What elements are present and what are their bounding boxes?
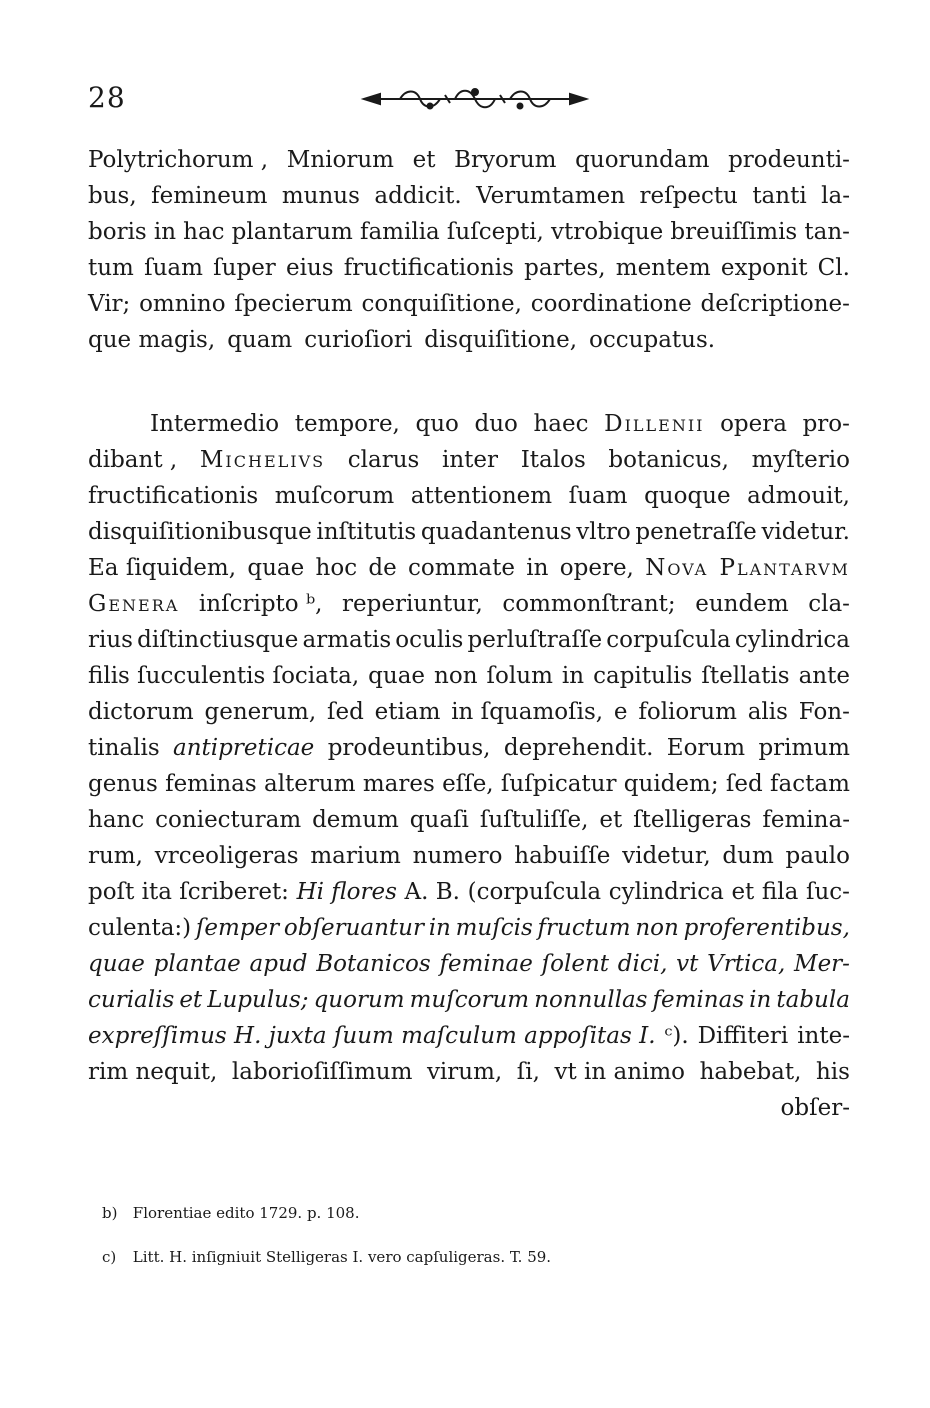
word: in	[428, 915, 451, 941]
word: nonnullas	[534, 987, 648, 1013]
text-line	[88, 802, 850, 838]
word: quae	[247, 555, 305, 581]
word: disquiſitione,	[424, 327, 578, 353]
word: hoc	[315, 555, 358, 581]
word: omnino	[139, 291, 226, 317]
word: genus	[88, 771, 158, 797]
word: (corpuſcula	[467, 879, 602, 905]
text-line	[88, 142, 850, 178]
word: Bryorum	[454, 147, 557, 173]
word: Plantarvm	[719, 555, 850, 581]
word: Dillenii	[604, 411, 705, 437]
word: vrceoligeras	[154, 843, 299, 869]
word: disquiſitionibusque	[88, 519, 312, 545]
word: quidem;	[623, 771, 719, 797]
word: Diffiteri	[697, 1023, 789, 1049]
word: tum	[88, 255, 134, 281]
word: botanicus,	[608, 447, 729, 473]
word: e	[613, 699, 628, 725]
word: Cl.	[817, 255, 850, 281]
word: eſſe,	[442, 771, 494, 797]
text-line	[88, 286, 850, 322]
word: vt in animo	[554, 1059, 686, 1085]
word: tanti	[752, 183, 807, 209]
word: Intermedio	[150, 411, 280, 437]
word: etiam	[374, 699, 441, 725]
word: ᶜ).	[664, 1023, 689, 1049]
word: familia	[359, 219, 440, 245]
word: armatis	[302, 627, 392, 653]
catchword-line	[88, 1090, 850, 1126]
text-line	[88, 514, 850, 550]
word: breuiſſimis	[670, 219, 798, 245]
word: quam	[227, 327, 293, 353]
word: vltro	[576, 519, 631, 545]
word: ſuſcepti,	[446, 219, 544, 245]
word: curioſiori	[304, 327, 413, 353]
text-line	[88, 694, 850, 730]
word: munus	[281, 183, 360, 209]
word: curialis	[88, 987, 175, 1013]
word: pro-	[802, 411, 850, 437]
word: ante	[798, 663, 850, 689]
footnote-mark: b)	[102, 1204, 118, 1222]
word: prodeuntibus,	[327, 735, 491, 761]
text-line	[88, 1018, 850, 1054]
word: ſpecierum	[234, 291, 353, 317]
word: Mniorum	[286, 147, 394, 173]
word: expreſſimus H. juxta ſuum maſculum appoſitas I.	[88, 1023, 656, 1049]
word: ſuc-	[805, 879, 850, 905]
word: duo	[474, 411, 518, 437]
word: tabula	[776, 987, 850, 1013]
word: habebat,	[699, 1059, 802, 1085]
footnote-c	[102, 1246, 822, 1268]
word: Lupulus;	[207, 987, 309, 1013]
word: femineum	[151, 183, 268, 209]
word: proferentibus,	[683, 915, 850, 941]
word: in ſquamoſis,	[451, 699, 604, 725]
word: inſtitutis	[316, 519, 417, 545]
word: tinalis	[88, 735, 160, 761]
word: Vrtica,	[707, 951, 786, 977]
word: rius	[88, 627, 133, 653]
word: deſcriptione-	[700, 291, 850, 317]
text-line	[88, 178, 850, 214]
word: Ea ſiquidem,	[88, 555, 237, 581]
word: apud	[249, 951, 308, 977]
word: commonſtrant;	[502, 591, 676, 617]
word: haec	[533, 411, 589, 437]
word: plantarum	[231, 219, 353, 245]
word: mares	[362, 771, 435, 797]
word: fructificationis	[343, 255, 514, 281]
word: dictorum	[88, 699, 194, 725]
word: in	[749, 987, 772, 1013]
word: Botanicos	[316, 951, 431, 977]
word: reſpectu	[639, 183, 738, 209]
word: addicit.	[374, 183, 462, 209]
word: fructificationis	[88, 483, 259, 509]
word: quae	[368, 663, 426, 689]
text-line	[88, 838, 850, 874]
word: in	[153, 219, 177, 245]
word: ſuper	[213, 255, 276, 281]
word: hac	[183, 219, 225, 245]
word: antipreticae	[173, 735, 315, 761]
word: ſed	[326, 699, 364, 725]
text-line	[88, 946, 850, 982]
word: videtur.	[761, 519, 850, 545]
word: alis	[747, 699, 788, 725]
word: conquiſitione,	[361, 291, 522, 317]
word: poſt ita ſcriberet:	[88, 879, 289, 905]
word: opere,	[559, 555, 634, 581]
word: dici,	[617, 951, 668, 977]
word: coniecturam	[155, 807, 302, 833]
word: videtur,	[622, 843, 711, 869]
word: mentem	[615, 255, 711, 281]
text-line	[88, 874, 850, 910]
word: bus,	[88, 183, 137, 209]
word: et	[731, 879, 755, 905]
word: quoque	[644, 483, 731, 509]
word: in	[526, 555, 549, 581]
text-line	[88, 982, 850, 1018]
text-line	[88, 250, 850, 286]
text-line	[88, 478, 850, 514]
word: quae	[88, 951, 145, 977]
word: femina-	[762, 807, 850, 833]
paragraph-1	[88, 142, 850, 358]
word: habuiſſe	[514, 843, 611, 869]
word: attentionem	[410, 483, 553, 509]
word: vtrobique	[550, 219, 664, 245]
word: de	[368, 555, 397, 581]
word: generum,	[204, 699, 317, 725]
word: reperiuntur,	[342, 591, 483, 617]
word: commate	[408, 555, 515, 581]
text-line	[88, 214, 850, 250]
word: coordinatione	[530, 291, 692, 317]
word: ſuam	[144, 255, 203, 281]
word: demum	[312, 807, 399, 833]
word: Verumtamen	[476, 183, 626, 209]
word: cylindrica	[734, 627, 850, 653]
word: paulo	[785, 843, 850, 869]
text-line	[88, 322, 850, 358]
text-line	[88, 586, 850, 622]
word: clarus	[347, 447, 420, 473]
word: dum	[722, 843, 774, 869]
word: Michelivs	[199, 447, 326, 473]
word: feminae	[439, 951, 533, 977]
word: ſi,	[516, 1059, 540, 1085]
word: alterum	[263, 771, 356, 797]
word: opera	[720, 411, 787, 437]
text-line	[88, 550, 850, 586]
word: factam	[770, 771, 850, 797]
text-line	[88, 442, 850, 478]
word: Vir;	[88, 291, 131, 317]
word: Eorum	[666, 735, 746, 761]
word: diſtinctiusque	[137, 627, 299, 653]
word: vt	[676, 951, 699, 977]
word: exponit	[720, 255, 808, 281]
word: partes,	[524, 255, 606, 281]
word: muſcis	[455, 915, 533, 941]
word: eundem	[695, 591, 789, 617]
word: prodeunti-	[728, 147, 850, 173]
word: filis ſucculentis ſociata,	[88, 663, 360, 689]
word: marium	[310, 843, 401, 869]
word: rum,	[88, 843, 143, 869]
word: hanc	[88, 807, 145, 833]
word: plantae	[153, 951, 241, 977]
word: primum	[758, 735, 850, 761]
word: quaſi	[409, 807, 469, 833]
word: Mer-	[794, 951, 850, 977]
word: ſolent	[541, 951, 610, 977]
word: virum,	[426, 1059, 503, 1085]
word: Polytrichorum ,	[88, 147, 269, 173]
footnote-text: Litt. H. inſigniuit Stelligeras I. vero capſuligeras. T. 59.	[132, 1248, 552, 1266]
word: quorum	[313, 987, 405, 1013]
word: et	[179, 987, 203, 1013]
word: myſterio	[751, 447, 850, 473]
text-line	[88, 406, 850, 442]
word: Nova	[645, 555, 709, 581]
word: quadantenus	[420, 519, 572, 545]
word: Fon-	[798, 699, 850, 725]
word: Hi flores	[296, 879, 397, 905]
word: et	[412, 147, 436, 173]
text-line	[88, 622, 850, 658]
footnote-mark: c)	[102, 1248, 117, 1266]
word: admouit,	[747, 483, 850, 509]
word: dibant ,	[88, 447, 178, 473]
word: in	[561, 663, 585, 689]
word: capitulis	[593, 663, 693, 689]
word: eius	[286, 255, 334, 281]
word: boris	[88, 219, 147, 245]
decorative-flourish-icon	[360, 86, 590, 112]
word: la-	[821, 183, 850, 209]
word: ſuſpicatur	[500, 771, 617, 797]
word: ſuam	[568, 483, 628, 509]
word: et	[599, 807, 623, 833]
text-line	[88, 658, 850, 694]
word: Genera	[88, 591, 180, 617]
word: inſcripto ᵇ,	[198, 591, 323, 617]
word: Italos	[520, 447, 586, 473]
word: fila	[761, 879, 799, 905]
text-line	[88, 910, 850, 946]
word: laborioſiſſimum	[231, 1059, 413, 1085]
word: non	[434, 663, 478, 689]
word: numero	[412, 843, 503, 869]
word: oculis	[395, 627, 464, 653]
word: A. B.	[404, 879, 460, 905]
word: muſcorum	[409, 987, 530, 1013]
word: cla-	[808, 591, 850, 617]
word: his	[815, 1059, 850, 1085]
text-line	[88, 1054, 850, 1090]
word: ſtelligeras	[633, 807, 752, 833]
word: corpuſcula	[606, 627, 731, 653]
text-line	[88, 766, 850, 802]
word: occupatus.	[589, 327, 716, 353]
word: ſemper	[195, 915, 280, 941]
word: inte-	[797, 1023, 850, 1049]
word: deprehendit.	[503, 735, 654, 761]
word: quo	[415, 411, 459, 437]
word: perluſtraſſe	[467, 627, 603, 653]
page-number: 28	[88, 81, 126, 114]
footnote-b	[102, 1202, 822, 1224]
word: non	[635, 915, 679, 941]
word: ſed	[725, 771, 763, 797]
word: culenta:)	[88, 915, 192, 941]
word: inter	[442, 447, 499, 473]
word: muſcorum	[274, 483, 395, 509]
text-line	[88, 730, 850, 766]
word: cylindrica	[608, 879, 724, 905]
word: fructum	[537, 915, 631, 941]
word: feminas	[165, 771, 257, 797]
word: ſolum	[486, 663, 553, 689]
word: foliorum	[638, 699, 737, 725]
paragraph-2	[88, 406, 850, 1126]
footnote-text: Florentiae edito 1729. p. 108.	[132, 1204, 360, 1222]
word: tempore,	[294, 411, 400, 437]
word: obſeruantur	[283, 915, 424, 941]
word: feminas	[652, 987, 745, 1013]
word: penetraſſe	[635, 519, 757, 545]
catchword: obſer-	[780, 1095, 850, 1121]
word: quorundam	[575, 147, 710, 173]
word: ſtellatis	[701, 663, 790, 689]
word: ſuſtuliſſe,	[479, 807, 589, 833]
word: tan-	[804, 219, 850, 245]
word: rim nequit,	[88, 1059, 218, 1085]
word: que magis,	[88, 327, 216, 353]
